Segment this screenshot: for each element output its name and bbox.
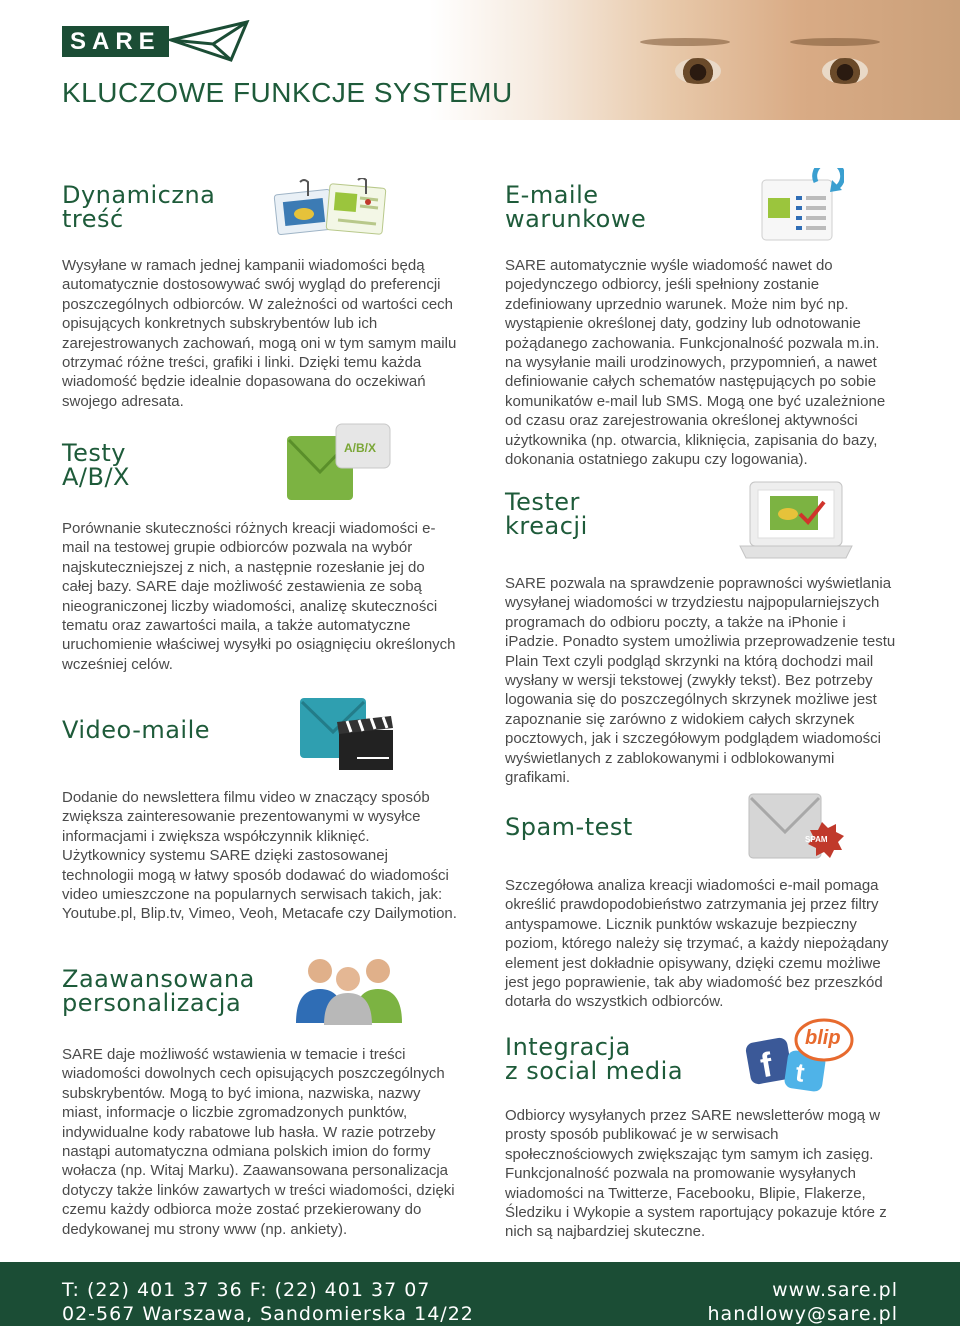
section-text: Dodanie do newslettera filmu video w znaczący sposób zwiększa zainteresowanie prezentowanymi w wysyłce informacjami i zwiększa współczynnik kliknięć. Użytkownicy systemu SARE dzięki zastosowanej technologii mogą w łatwy sposób dodawać do wiadomości video umieszczone na popularnych serwisach takich, jak: Youtube.pl, Blip.tv, Vimeo, Veoh, Metacafe czy Dailymotion.	[62, 789, 457, 923]
page-title: KLUCZOWE FUNKCJE SYSTEMU	[62, 77, 513, 108]
section-text: Wysyłane w ramach jednej kampanii wiadomości będą automatycznie dostosowywać swój wygląd do preferencji poszczególnych odbiorców. W zależności od wartości cech opisujących konkretnych subskrybentów lub ich zarejestrowanych zachowań, mogą oni w tym samym mailu otrzymać różne treści, grafiki i linki. Dzięki temu każda wiadomość będzie idealnie dopasowana do oczekiwań swojego adresata.	[62, 257, 457, 410]
spam-envelope-icon	[748, 792, 848, 866]
svg-text:t: t	[793, 1056, 807, 1088]
section-title-line: warunkowe	[505, 205, 647, 233]
section-title	[62, 183, 457, 231]
footer-address: 02-567 Warszawa, Sandomierska 14/22	[62, 1303, 474, 1325]
section-text: Szczegółowa analiza kreacji wiadomości e-mail pomaga określić prawdopodobieństwo zatrzymania jej przez filtry antyspamowe. Licznik punktów wskazuje bezpieczny poziom, którego należy się trzymać, a każdy niepożądany element jest dokładnie opisywany, dzięki czemu możliwe jest jego poprawienie, tak aby wiadomość bez przeszkód dotarła do wszystkich odbiorców.	[505, 877, 889, 1011]
envelope-logo-icon	[169, 20, 251, 62]
footer	[0, 1262, 960, 1326]
footer-links	[708, 1278, 898, 1326]
video-clapperboard-icon	[299, 696, 399, 774]
laptop-tester-icon	[738, 480, 854, 562]
section-dynamic-content	[62, 183, 457, 411]
hero-eye-right	[822, 58, 868, 84]
section-title: Spam-test	[505, 813, 633, 841]
logo-wordmark: SARE	[62, 26, 169, 57]
spam-badge: SPAM	[805, 835, 828, 844]
section-title-line: Dynamiczna	[62, 181, 216, 209]
footer-website-link[interactable]: www.sare.pl	[772, 1279, 898, 1301]
ab-test-envelope-icon	[286, 422, 392, 502]
section-title-line: personalizacja	[62, 989, 242, 1017]
conditional-checklist-icon	[758, 168, 844, 244]
footer-phone: T: (22) 401 37 36 F: (22) 401 37 07	[62, 1279, 431, 1301]
section-title-line: A/B/X	[62, 463, 130, 491]
section-title-line: Zaawansowana	[62, 965, 255, 993]
section-text: Porównanie skuteczności różnych kreacji wiadomości e-mail na testowej grupie odbiorców pozwala na wybór najskuteczniejszej z nich, a następnie rozesłanie jej do całej bazy. SARE daje możliwość zestawienia ze sobą nieograniczonej liczby wiadomości, analizę skuteczności tematu oraz zawartości maila, a także automatyczne uruchomienie właściwej wysyłki po osiągnięciu określonych wcześniej celów.	[62, 520, 456, 673]
ab-test-badge: A/B/X	[344, 441, 377, 455]
section-title: Video-maile	[62, 716, 211, 744]
dynamic-content-cards-icon	[272, 178, 392, 248]
section-text: SARE daje możliwość wstawienia w temacie i treści wiadomości dowolnych cech opisujących poszczególnych subskrybentów. Mogą to być imiona, nazwiska, nazwy miast, informacje o liczbie zgromadzonych punktów, indywidualne kody rabatowe lub hasła. W razie potrzeby nastąpi automatyczna odmiana polskich imion do formy wołacza (np. Witaj Marku). Zaawansowana personalizacja dotyczy także linków zawartych w treści wiadomości, dzięki czemu każdy odbiorca może zostać przekierowany do dedykowanej mu strony www (np. ankiety).	[62, 1046, 455, 1238]
hero-brow-right	[790, 38, 880, 46]
section-text: Odbiorcy wysyłanych przez SARE newsletterów mogą w prosty sposób publikować je w serwisach społecznościowych zwiększając tym samym ich zasięg. Funkcjonalność pozwala na promowanie wysyłanych wiadomości na Twitterze, Facebooku, Blipie, Flakerze, Śledziku i Wykopie a system raportujący pokazuje które z nich są najbardziej skuteczne.	[505, 1107, 887, 1241]
section-ab-testing	[62, 441, 457, 674]
sare-logo	[62, 20, 251, 62]
blip-badge: blip	[805, 1027, 841, 1049]
section-title-line: kreacji	[505, 512, 588, 540]
people-group-icon	[290, 955, 406, 1025]
hero-eye-left	[675, 58, 721, 84]
section-title	[62, 441, 457, 489]
section-text: SARE pozwala na sprawdzenie poprawności wyświetlania wysyłanej wiadomości w trzydziestu najpopularniejszych programach do odbioru poczty, a także na iPhonie i iPadzie. Ponadto system umożliwia przeprowadzenie testu Plain Text czyli podgląd skrzynki na którą dochodzi mail wysłany w wersji tekstowej (zwykły tekst). Bez potrzeby logowania się do poszczególnych skrzynek możliwe jest zapoznanie się zarówno z widokiem całych skrzynek pocztowych, jak i szczegółowym podglądem wiadomości wyświetlanych z zablokowanymi i odblokowanymi grafikami.	[505, 575, 896, 787]
section-title-line: Integracja	[505, 1033, 631, 1061]
section-title-line: treść	[62, 205, 124, 233]
section-title-line: Tester	[505, 488, 580, 516]
footer-email-link[interactable]: handlowy@sare.pl	[707, 1303, 898, 1325]
footer-contact	[62, 1278, 474, 1326]
svg-text:f: f	[757, 1045, 776, 1086]
section-title-line: E-maile	[505, 181, 599, 209]
section-title-line: z social media	[505, 1057, 684, 1085]
section-text: SARE automatycznie wyśle wiadomość nawet do pojedynczego odbiorcy, jeśli spełniony zostanie zdefiniowany uprzednio warunek. Może nim być np. wystąpienie określonej daty, godziny lub odnotowanie pożądanego zachowania. Funkcjonalność pozwala m.in. na wysyłanie maili urodzinowych, przypomnień, a nawet definiowanie całych schematów następujących po sobie komunikatów e-mail lub SMS. Mogą one być uzależnione od czasu oraz zarejestrowania określonej aktywności użytkownika (np. otwarcia, kliknięcia, zapisania do bazy, dokonania ostatniego zakupu czy logowania).	[505, 257, 886, 469]
section-title-line: Testy	[62, 439, 126, 467]
hero-brow-left	[640, 38, 730, 46]
